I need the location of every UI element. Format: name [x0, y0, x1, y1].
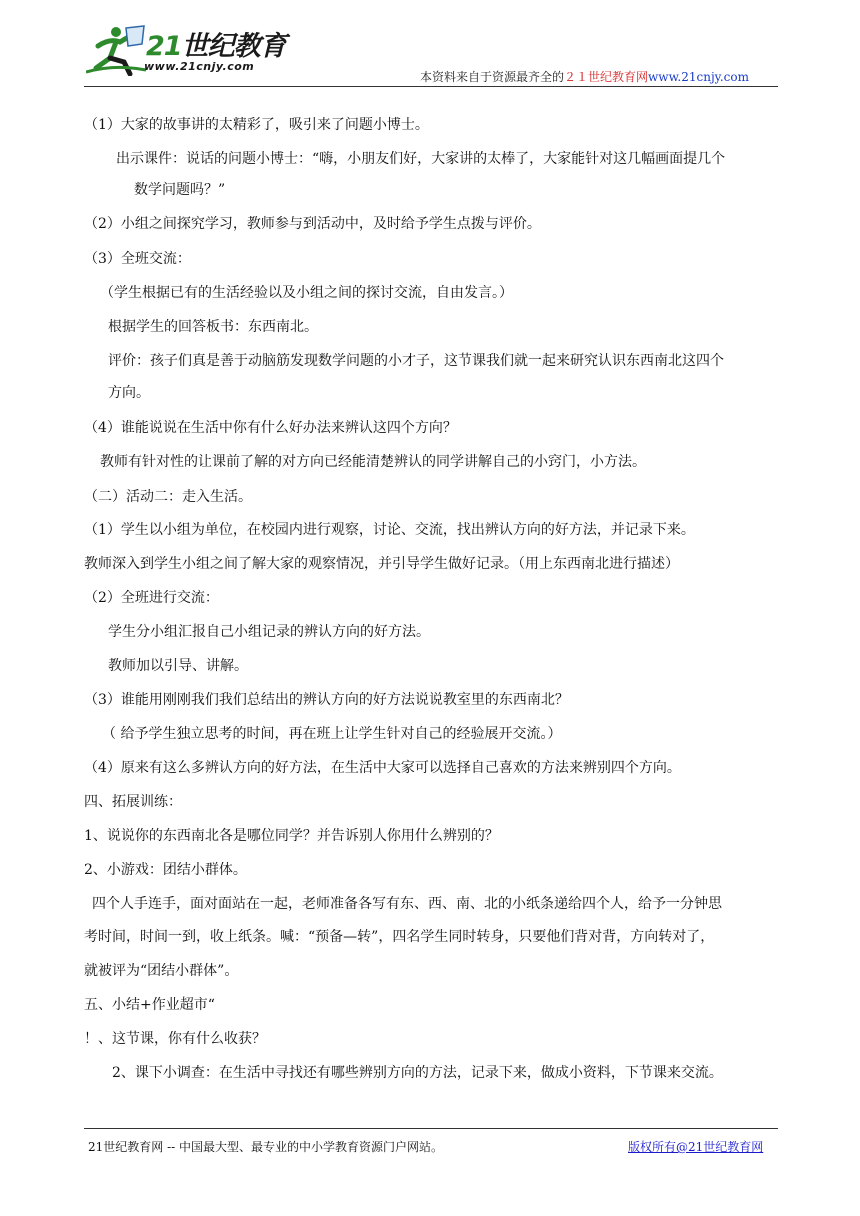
body-line: （学生根据已有的生活经验以及小组之间的探讨交流，自由发言。）: [100, 285, 513, 301]
body-line: 评价：孩子们真是善于动脑筋发现数学问题的小才子，这节课我们就一起来研究认识东西南北这四个: [108, 353, 724, 369]
body-line: 就被评为“团结小群体”。: [84, 963, 239, 979]
body-line: 数学问题吗？”: [134, 182, 226, 198]
site-logo[interactable]: [86, 22, 286, 80]
body-line: 方向。: [108, 385, 150, 401]
body-line: 2、课下小调查：在生活中寻找还有哪些辨别方向的方法，记录下来，做成小资料，下节课来交流。: [112, 1065, 723, 1081]
body-line: 学生分小组汇报自己小组记录的辨认方向的好方法。: [108, 624, 430, 640]
body-line: （3）全班交流：: [84, 251, 191, 267]
footer-divider: [84, 1128, 778, 1129]
body-line: 教师有针对性的让课前了解的对方向已经能清楚辨认的同学讲解自己的小窍门，小方法。: [100, 454, 646, 470]
body-line: 教师深入到学生小组之间了解大家的观察情况，并引导学生做好记录。（用上东西南北进行描述）: [84, 556, 679, 572]
body-line: （1）学生以小组为单位，在校园内进行观察，讨论、交流，找出辨认方向的好方法，并记录下来。: [84, 522, 695, 538]
body-line: 五、小结+作业超市“: [84, 997, 215, 1013]
footer-copyright-link[interactable]: 版权所有@21世纪教育网: [628, 1140, 764, 1154]
runner-logo-icon: [86, 24, 148, 76]
body-line: （ 给予学生独立思考的时间，再在班上让学生针对自己的经验展开交流。）: [102, 726, 562, 742]
body-line: ！、这节课，你有什么收获？: [84, 1031, 266, 1047]
body-line: （3）谁能用刚刚我们我们总结出的辨认方向的好方法说说教室里的东西南北？: [84, 692, 569, 708]
body-line: （2）小组之间探究学习，教师参与到活动中，及时给予学生点拨与评价。: [84, 216, 541, 232]
body-line: （4）谁能说说在生活中你有什么好办法来辨认这四个方向？: [84, 420, 457, 436]
body-line: 四、拓展训练：: [84, 794, 182, 810]
body-line: 考时间，时间一到，收上纸条。喊：“预备—转”，四名学生同时转身，只要他们背对背，方向转对了，: [84, 929, 715, 945]
body-line: （二）活动二：走入生活。: [84, 489, 252, 505]
header-source-note: 本资料来自于资源最齐全的２１世纪教育网www.21cnjy.com: [420, 70, 749, 84]
body-line: （4）原来有这么多辨认方向的好方法，在生活中大家可以选择自己喜欢的方法来辨别四个方向。: [84, 760, 681, 776]
body-line: 1、说说你的东西南北各是哪位同学？并告诉别人你用什么辨别的？: [84, 828, 499, 844]
body-line: （2）全班进行交流：: [84, 590, 219, 606]
body-line: 四个人手连手，面对面站在一起，老师准备各写有东、西、南、北的小纸条递给四个人，给予一分钟思: [92, 896, 722, 912]
body-line: （1）大家的故事讲的太精彩了，吸引来了问题小博士。: [84, 117, 429, 133]
logo-title: 21世纪教育: [146, 31, 286, 62]
body-line: 2、小游戏：团结小群体。: [84, 862, 247, 878]
header-divider: [84, 86, 778, 87]
logo-url: www.21cnjy.com: [144, 60, 255, 73]
header-url-link[interactable]: www.21cnjy.com: [648, 70, 749, 84]
footer-site-description: 21世纪教育网 -- 中国最大型、最专业的中小学教育资源门户网站。: [88, 1140, 444, 1154]
body-line: 教师加以引导、讲解。: [108, 658, 248, 674]
body-line: 出示课件：说话的问题小博士：“嗨，小朋友们好，大家讲的太棒了，大家能针对这几幅画面提几个: [116, 151, 726, 167]
page-header: [0, 0, 860, 90]
body-line: 根据学生的回答板书：东西南北。: [108, 319, 318, 335]
